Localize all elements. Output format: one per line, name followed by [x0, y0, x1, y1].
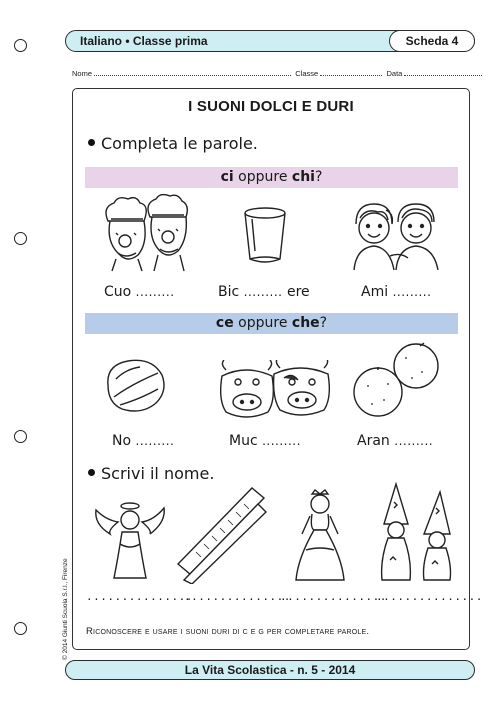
rulers-picture — [176, 484, 271, 584]
wizards-picture — [370, 480, 458, 584]
instruction-write-name: Scrivi il nome. — [88, 464, 214, 483]
blank-field[interactable]: ......... — [392, 285, 432, 299]
nome-label: Nome — [72, 69, 93, 78]
classe-label: Classe — [295, 69, 319, 78]
instruction-complete: Completa le parole. — [88, 134, 258, 153]
blank-field[interactable]: ......... — [135, 285, 175, 299]
word-no: No ......... — [112, 433, 175, 449]
bullet-icon — [88, 469, 95, 476]
walnut-picture — [100, 355, 170, 415]
header-bar — [65, 30, 475, 52]
scheda-badge: Scheda 4 — [389, 30, 475, 52]
blank-field[interactable]: ......... — [394, 434, 434, 448]
data-field[interactable] — [404, 68, 482, 76]
binder-hole-1 — [14, 39, 27, 52]
cooks-picture — [98, 193, 193, 273]
nome-field[interactable] — [94, 68, 291, 76]
ci-chi-band: ci oppure chi? — [85, 167, 458, 188]
copyright-text: © 2014 Giunti Scuola S.r.l., Firenze — [62, 558, 69, 660]
word-cuo: Cuo ......... — [104, 284, 175, 300]
word-muc: Muc ......... — [229, 433, 301, 449]
princess-picture — [292, 488, 348, 584]
info-line — [72, 68, 482, 78]
blank-field[interactable]: ......... — [135, 434, 175, 448]
angel-picture — [92, 500, 170, 582]
glass-picture — [238, 205, 293, 267]
blank-field[interactable]: ......... — [262, 434, 301, 448]
blank-field[interactable]: ......... — [243, 285, 283, 299]
header-title: Italiano • Classe prima — [80, 34, 208, 48]
cows-picture — [218, 360, 330, 422]
answer-rulers[interactable]: ............... — [184, 590, 291, 603]
binder-hole-2 — [14, 232, 27, 245]
oranges-picture — [350, 342, 445, 420]
word-aran: Aran ......... — [357, 433, 434, 449]
footer-bar: La Vita Scolastica - n. 5 - 2014 — [65, 660, 475, 680]
data-label: Data — [386, 69, 403, 78]
classe-field[interactable] — [320, 68, 382, 76]
bullet-icon — [88, 139, 95, 146]
sheet-title: I SUONI DOLCI E DURI — [188, 98, 354, 115]
binder-hole-3 — [14, 430, 27, 443]
answer-princess[interactable]: ............... — [280, 590, 387, 603]
friends-picture — [350, 200, 442, 272]
learning-goal-note: Riconoscere e usare i suoni duri di c e g per completare parole. — [86, 626, 370, 637]
binder-hole-4 — [14, 622, 27, 635]
answer-wizards[interactable]: ............... — [376, 590, 483, 603]
word-ami: Ami ......... — [361, 284, 432, 300]
word-bic-ere: Bic ......... ere — [218, 284, 310, 300]
ce-che-band: ce oppure che? — [85, 313, 458, 334]
answer-angel[interactable]: ............... — [86, 590, 193, 603]
